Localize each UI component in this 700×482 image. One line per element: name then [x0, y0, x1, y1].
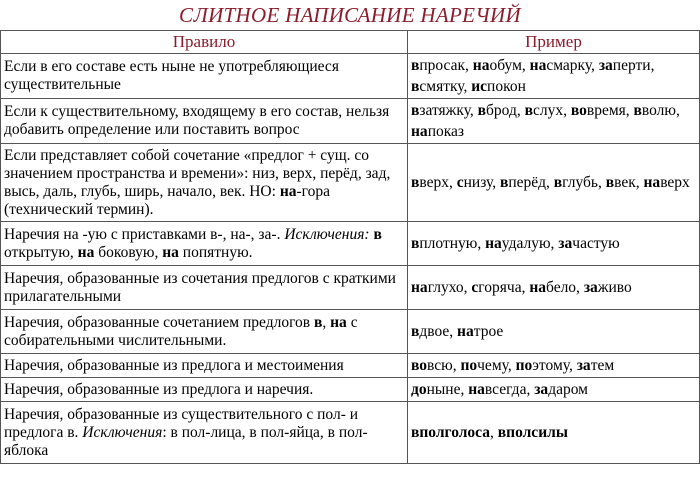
example-cell	[408, 54, 700, 99]
example-text-segment: показ	[427, 123, 465, 140]
example-text-segment: на	[529, 57, 547, 74]
rule-cell	[1, 402, 408, 464]
example-text-segment: даром	[548, 381, 588, 398]
rule-text-segment: Наречия на -ую с приставками в-, на-, за-.	[4, 225, 285, 243]
example-text-segment: за	[576, 357, 591, 374]
rule-text-segment: на	[77, 243, 95, 261]
example-cell	[408, 266, 700, 310]
example-text-segment: чему,	[477, 357, 516, 374]
rule-text-segment: с собирательными числительными.	[4, 313, 362, 349]
example-text-segment: век,	[614, 174, 644, 191]
example-text-segment: в	[411, 323, 420, 340]
rule-text-segment: Наречия, образованные из предлога и наречия.	[4, 380, 314, 398]
example-text-segment: в	[633, 102, 642, 119]
table-row	[1, 99, 700, 144]
rule-cell	[1, 378, 408, 402]
rule-text-segment: Исключения	[82, 423, 163, 441]
example-text-segment: трое	[473, 323, 504, 340]
example-text-segment: обум,	[489, 57, 530, 74]
example-text-segment: на	[468, 381, 485, 398]
example-text-segment: в	[553, 174, 563, 191]
example-text-segment: ныне,	[426, 381, 469, 398]
example-cell	[408, 378, 700, 402]
example-text-segment: на	[411, 123, 428, 140]
rule-cell	[1, 354, 408, 378]
example-text-segment: низу,	[463, 174, 500, 191]
example-text-segment: с	[471, 279, 479, 296]
example-text-segment: в	[411, 102, 420, 119]
rule-cell	[1, 99, 408, 144]
rule-text-segment: -гора (технический термин).	[4, 182, 334, 218]
example-text-segment: вполсилы	[497, 424, 568, 441]
example-text-segment: двое,	[419, 323, 458, 340]
example-text-segment: смарку,	[546, 57, 599, 74]
example-text-segment: на	[485, 235, 502, 252]
example-text-segment: на	[457, 323, 474, 340]
example-text-segment: по	[515, 357, 533, 374]
example-text-segment: в	[411, 57, 420, 74]
example-text-segment: в	[411, 78, 420, 95]
example-text-segment: за	[598, 57, 613, 74]
example-cell	[408, 310, 700, 354]
rule-text-segment: : в пол-лица, в пол-яйца, в пол-яблока	[4, 423, 368, 459]
example-text-segment: ис	[471, 78, 488, 95]
rule-cell	[1, 266, 408, 310]
column-header-example: Пример	[408, 31, 700, 54]
rule-text-segment: Исключения:	[284, 225, 370, 243]
example-text-segment: частую	[572, 235, 620, 252]
rule-text-segment: боковую,	[94, 243, 163, 261]
table-body	[1, 54, 700, 464]
rule-text-segment: Если к существительному, входящему в его состав, нельзя добавить определение или поставить вопрос	[4, 103, 394, 138]
example-text-segment: плотную,	[419, 235, 486, 252]
table-row	[1, 54, 700, 99]
example-text-segment: в	[411, 235, 420, 252]
rule-text-segment: на	[330, 313, 347, 331]
example-text-segment: просак,	[419, 57, 473, 74]
rule-text-segment: в	[373, 225, 382, 243]
example-text-segment: за	[558, 235, 573, 252]
rule-text-segment: Если представляет собой сочетание «предлог + сущ. со значением пространства и времени»: низ, верх, перёд, зад, высь, даль, глубь, ширь, начало, век. НО:	[4, 146, 395, 200]
table-header-row	[1, 31, 700, 54]
example-text-segment: бело,	[546, 279, 584, 296]
example-text-segment: время,	[586, 102, 634, 119]
table-row	[1, 144, 700, 222]
example-text-segment: глухо,	[427, 279, 472, 296]
example-text-segment: брод,	[486, 102, 525, 119]
column-header-rule: Правило	[1, 31, 408, 54]
table-row	[1, 222, 700, 266]
example-text-segment: всегда,	[484, 381, 535, 398]
page-title: СЛИТНОЕ НАПИСАНИЕ НАРЕЧИЙ	[179, 3, 521, 27]
example-text-segment: в	[477, 102, 487, 119]
rule-text-segment: Наречия, образованные сочетанием предлогов	[4, 313, 314, 331]
table-row	[1, 266, 700, 310]
example-text-segment: ,	[490, 424, 498, 441]
example-text-segment: глубь,	[562, 174, 606, 191]
rule-text-segment: Наречия, образованные из предлога и местоимения	[4, 356, 344, 374]
example-cell	[408, 402, 700, 464]
rule-cell	[1, 144, 408, 222]
example-text-segment: на	[411, 279, 428, 296]
example-text-segment: перёд,	[508, 174, 554, 191]
example-text-segment: затяжку,	[419, 102, 478, 119]
example-text-segment: на	[529, 279, 547, 296]
rule-text-segment: на	[162, 243, 179, 261]
example-text-segment: вполголоса	[411, 424, 491, 441]
example-text-segment: на	[643, 174, 661, 191]
example-text-segment: с	[456, 174, 464, 191]
example-text-segment: перти,	[612, 57, 659, 74]
example-cell	[408, 354, 700, 378]
table-row	[1, 402, 700, 464]
rules-table	[0, 30, 700, 464]
example-text-segment: на	[472, 57, 490, 74]
example-text-segment: в	[605, 174, 615, 191]
example-cell	[408, 222, 700, 266]
rule-cell	[1, 222, 408, 266]
example-cell	[408, 144, 700, 222]
example-text-segment: во	[411, 357, 428, 374]
example-text-segment: всю,	[427, 357, 461, 374]
rule-text-segment: открытую,	[4, 225, 386, 261]
rule-text-segment: в	[314, 313, 323, 331]
example-cell	[408, 99, 700, 144]
example-text-segment: за	[534, 381, 549, 398]
rule-cell	[1, 310, 408, 354]
rule-text-segment: Наречия, образованные из сочетания предлогов с краткими прилагательными	[4, 269, 400, 305]
example-text-segment: по	[460, 357, 478, 374]
example-text-segment: в	[524, 102, 533, 119]
example-text-segment: живо	[597, 279, 632, 296]
example-text-segment: во	[570, 102, 587, 119]
rule-text-segment: попятную.	[178, 243, 253, 261]
rule-text-segment: ,	[322, 313, 331, 331]
example-text-segment: волю,	[641, 102, 684, 119]
example-text-segment: удалую,	[501, 235, 559, 252]
example-text-segment: в	[499, 174, 509, 191]
rule-text-segment: Наречия, образованные из существительного с пол- и предлога в.	[4, 405, 362, 441]
example-text-segment: смятку,	[419, 78, 472, 95]
example-text-segment: горяча,	[478, 279, 530, 296]
rule-cell	[1, 54, 408, 99]
table-row	[1, 310, 700, 354]
table-row	[1, 354, 700, 378]
table-row	[1, 378, 700, 402]
example-text-segment: за	[583, 279, 598, 296]
example-text-segment: до	[411, 381, 427, 398]
rule-text-segment: на	[279, 182, 297, 200]
example-text-segment: тем	[590, 357, 615, 374]
example-text-segment: покон	[487, 78, 526, 95]
example-text-segment: в	[411, 174, 420, 191]
rule-text-segment: Если в его составе есть ныне не употребляющиеся существительные	[4, 58, 343, 93]
example-text-segment: верх	[660, 174, 690, 191]
example-text-segment: этому,	[532, 357, 577, 374]
example-text-segment: слух,	[532, 102, 571, 119]
example-text-segment: верх,	[419, 174, 457, 191]
